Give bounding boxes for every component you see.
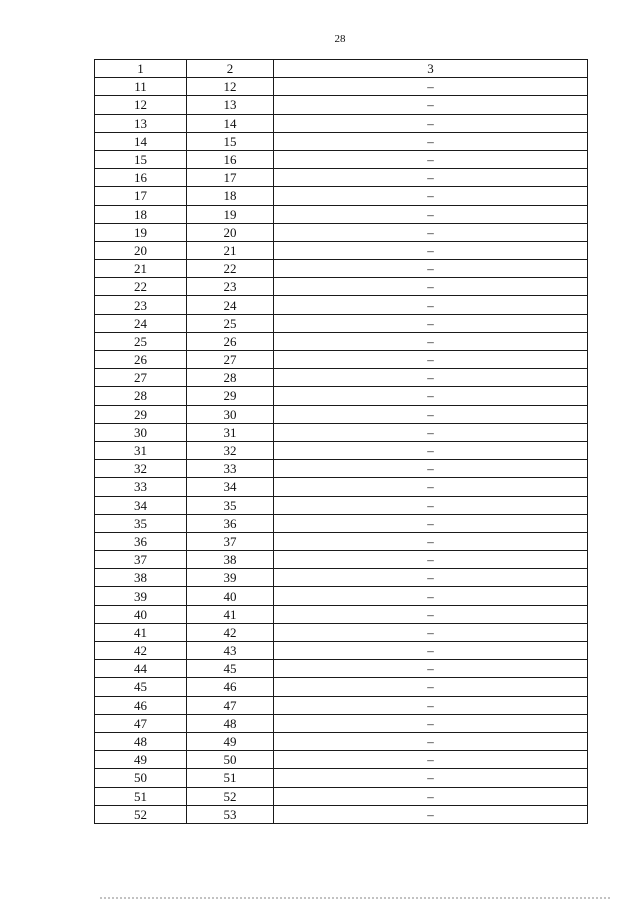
table-cell-col-1: 47 — [95, 714, 187, 732]
table-cell-col-1: 52 — [95, 805, 187, 823]
table-cell-col-3: – — [274, 150, 588, 168]
table-cell-col-3: – — [274, 605, 588, 623]
table-cell-col-1: 12 — [95, 96, 187, 114]
table-row — [95, 441, 588, 459]
table-row — [95, 642, 588, 660]
table-cell-col-1: 45 — [95, 678, 187, 696]
table-cell-col-2: 22 — [187, 260, 274, 278]
table-cell-col-2: 35 — [187, 496, 274, 514]
table-row — [95, 132, 588, 150]
table-cell-col-3: – — [274, 132, 588, 150]
table-row — [95, 714, 588, 732]
footer-scan-artifact — [100, 897, 610, 903]
table-cell-col-2: 24 — [187, 296, 274, 314]
table-cell-col-2: 34 — [187, 478, 274, 496]
table-cell-col-1: 41 — [95, 623, 187, 641]
table-cell-col-2: 47 — [187, 696, 274, 714]
table-cell-col-2: 46 — [187, 678, 274, 696]
table-row — [95, 514, 588, 532]
table-cell-col-2: 42 — [187, 623, 274, 641]
table-cell-col-2: 37 — [187, 532, 274, 550]
table-cell-col-1: 21 — [95, 260, 187, 278]
table-cell-col-3: – — [274, 405, 588, 423]
table-cell-col-3: – — [274, 787, 588, 805]
table-cell-col-1: 33 — [95, 478, 187, 496]
table-cell-col-3: – — [274, 441, 588, 459]
table-row — [95, 751, 588, 769]
table-cell-col-3: – — [274, 642, 588, 660]
table-cell-col-1: 35 — [95, 514, 187, 532]
table-row — [95, 605, 588, 623]
table-cell-col-3: – — [274, 496, 588, 514]
table-row — [95, 532, 588, 550]
table-cell-col-3: – — [274, 732, 588, 750]
table-cell-col-2: 41 — [187, 605, 274, 623]
table-cell-col-3: – — [274, 751, 588, 769]
table-cell-col-3: – — [274, 260, 588, 278]
table-cell-col-2: 50 — [187, 751, 274, 769]
table-cell-col-1: 17 — [95, 187, 187, 205]
table-cell-col-2: 27 — [187, 351, 274, 369]
table-cell-col-1: 30 — [95, 423, 187, 441]
table-row — [95, 241, 588, 259]
table-row — [95, 169, 588, 187]
table-row — [95, 78, 588, 96]
table-cell-col-2: 13 — [187, 96, 274, 114]
table-cell-col-3: – — [274, 96, 588, 114]
table-cell-col-1: 15 — [95, 150, 187, 168]
table-cell-col-2: 16 — [187, 150, 274, 168]
table-cell-col-3: – — [274, 569, 588, 587]
table-cell-col-2: 39 — [187, 569, 274, 587]
table-cell-col-3: – — [274, 332, 588, 350]
table-cell-col-1: 27 — [95, 369, 187, 387]
table-cell-col-2: 52 — [187, 787, 274, 805]
table-row — [95, 423, 588, 441]
table-cell-col-1: 31 — [95, 441, 187, 459]
table-row — [95, 769, 588, 787]
table-cell-col-1: 14 — [95, 132, 187, 150]
table-cell-col-1: 24 — [95, 314, 187, 332]
table-row — [95, 732, 588, 750]
table-cell-col-1: 18 — [95, 205, 187, 223]
table-cell-col-3: – — [274, 296, 588, 314]
table-cell-col-2: 31 — [187, 423, 274, 441]
table-cell-col-2: 45 — [187, 660, 274, 678]
table-cell-col-2: 36 — [187, 514, 274, 532]
table-row — [95, 696, 588, 714]
table-cell-col-1: 28 — [95, 387, 187, 405]
table-cell-col-1: 23 — [95, 296, 187, 314]
table-cell-col-1: 11 — [95, 78, 187, 96]
table-cell-col-1: 22 — [95, 278, 187, 296]
table-cell-col-2: 20 — [187, 223, 274, 241]
table-cell-col-3: – — [274, 714, 588, 732]
table-cell-col-2: 19 — [187, 205, 274, 223]
table-cell-col-3: – — [274, 241, 588, 259]
data-table — [94, 59, 588, 824]
table-cell-col-2: 53 — [187, 805, 274, 823]
table-cell-col-2: 14 — [187, 114, 274, 132]
table-row — [95, 260, 588, 278]
table-row — [95, 587, 588, 605]
table-cell-col-1: 34 — [95, 496, 187, 514]
table-row — [95, 387, 588, 405]
table-cell-col-3: – — [274, 460, 588, 478]
table-cell-col-2: 32 — [187, 441, 274, 459]
table-cell-col-2: 21 — [187, 241, 274, 259]
table-cell-col-1: 19 — [95, 223, 187, 241]
table-cell-col-2: 26 — [187, 332, 274, 350]
table-cell-col-3: – — [274, 314, 588, 332]
table-cell-col-1: 51 — [95, 787, 187, 805]
table-cell-col-3: – — [274, 387, 588, 405]
table-cell-col-1: 39 — [95, 587, 187, 605]
table-cell-col-3: – — [274, 678, 588, 696]
page-number: 28 — [334, 33, 346, 45]
table-cell-col-2: 28 — [187, 369, 274, 387]
table-row — [95, 223, 588, 241]
table-row — [95, 405, 588, 423]
table-body — [95, 78, 588, 824]
table-cell-col-3: – — [274, 423, 588, 441]
table-cell-col-1: 38 — [95, 569, 187, 587]
table-cell-col-2: 12 — [187, 78, 274, 96]
table-cell-col-3: – — [274, 696, 588, 714]
table-row — [95, 660, 588, 678]
table-cell-col-3: – — [274, 805, 588, 823]
table-cell-col-2: 33 — [187, 460, 274, 478]
table-cell-col-3: – — [274, 223, 588, 241]
table-cell-col-3: – — [274, 514, 588, 532]
table-cell-col-2: 30 — [187, 405, 274, 423]
table-row — [95, 787, 588, 805]
table-cell-col-2: 29 — [187, 387, 274, 405]
table-row — [95, 623, 588, 641]
table-cell-col-1: 25 — [95, 332, 187, 350]
table-cell-col-2: 48 — [187, 714, 274, 732]
table-cell-col-3: – — [274, 114, 588, 132]
table-cell-col-2: 51 — [187, 769, 274, 787]
table-row — [95, 496, 588, 514]
table-cell-col-2: 25 — [187, 314, 274, 332]
table-cell-col-1: 46 — [95, 696, 187, 714]
table-cell-col-3: – — [274, 369, 588, 387]
table-cell-col-1: 13 — [95, 114, 187, 132]
header-row — [95, 60, 588, 78]
table-row — [95, 114, 588, 132]
table-cell-col-1: 29 — [95, 405, 187, 423]
column-header-3: 3 — [274, 60, 588, 78]
table-row — [95, 150, 588, 168]
table-cell-col-3: – — [274, 278, 588, 296]
table-cell-col-3: – — [274, 769, 588, 787]
column-header-2: 2 — [187, 60, 274, 78]
table-cell-col-3: – — [274, 205, 588, 223]
table-cell-col-2: 23 — [187, 278, 274, 296]
table-cell-col-1: 37 — [95, 551, 187, 569]
table-cell-col-3: – — [274, 623, 588, 641]
table-cell-col-2: 18 — [187, 187, 274, 205]
table-cell-col-3: – — [274, 660, 588, 678]
table-cell-col-3: – — [274, 532, 588, 550]
table-row — [95, 296, 588, 314]
table-row — [95, 332, 588, 350]
table-row — [95, 278, 588, 296]
table-cell-col-2: 15 — [187, 132, 274, 150]
table-cell-col-1: 49 — [95, 751, 187, 769]
table-row — [95, 96, 588, 114]
table-cell-col-1: 44 — [95, 660, 187, 678]
table-cell-col-1: 32 — [95, 460, 187, 478]
table-cell-col-3: – — [274, 187, 588, 205]
table-cell-col-3: – — [274, 169, 588, 187]
table-cell-col-3: – — [274, 78, 588, 96]
table-cell-col-1: 40 — [95, 605, 187, 623]
table-cell-col-1: 26 — [95, 351, 187, 369]
table-cell-col-2: 49 — [187, 732, 274, 750]
table-row — [95, 478, 588, 496]
table-row — [95, 551, 588, 569]
table-row — [95, 369, 588, 387]
column-header-1: 1 — [95, 60, 187, 78]
table-header — [95, 60, 588, 78]
table-row — [95, 205, 588, 223]
table-cell-col-1: 42 — [95, 642, 187, 660]
table-cell-col-1: 36 — [95, 532, 187, 550]
table-cell-col-3: – — [274, 587, 588, 605]
table-cell-col-3: – — [274, 478, 588, 496]
table-cell-col-2: 38 — [187, 551, 274, 569]
table-cell-col-2: 40 — [187, 587, 274, 605]
table-cell-col-3: – — [274, 551, 588, 569]
table-row — [95, 314, 588, 332]
table-cell-col-1: 16 — [95, 169, 187, 187]
table-cell-col-1: 20 — [95, 241, 187, 259]
table-cell-col-2: 43 — [187, 642, 274, 660]
table-cell-col-3: – — [274, 351, 588, 369]
table-cell-col-1: 50 — [95, 769, 187, 787]
table-row — [95, 805, 588, 823]
table-cell-col-1: 48 — [95, 732, 187, 750]
table-row — [95, 187, 588, 205]
table-row — [95, 351, 588, 369]
table-row — [95, 678, 588, 696]
table-cell-col-2: 17 — [187, 169, 274, 187]
table-row — [95, 569, 588, 587]
table-row — [95, 460, 588, 478]
